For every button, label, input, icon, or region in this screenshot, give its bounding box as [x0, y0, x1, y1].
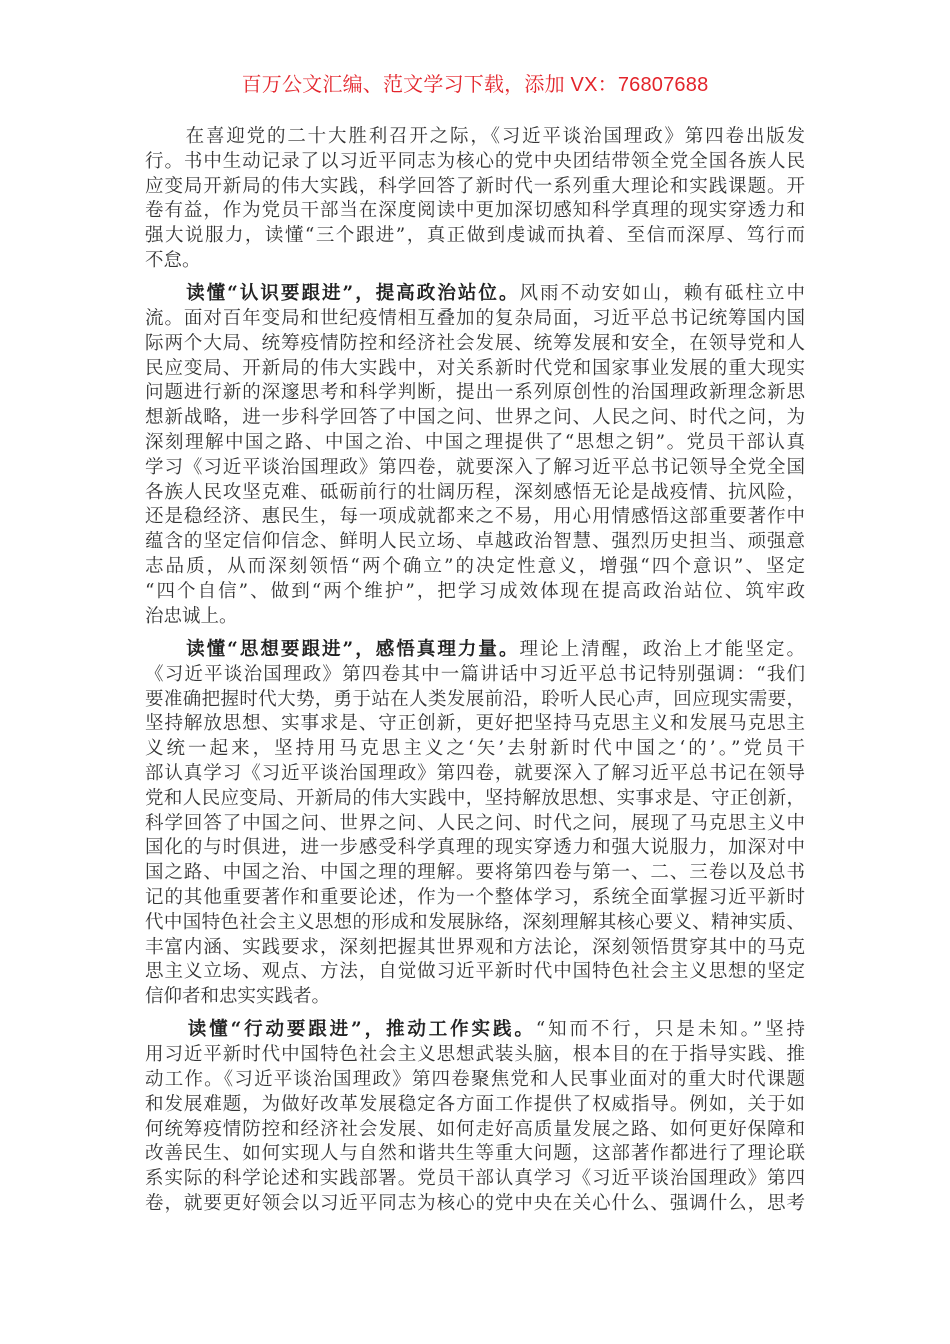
line-text: 问题进行新的深邃思考和科学判断，提出一系列原创性的治国理政新理念新思 [145, 382, 805, 404]
paragraph-heading: 读懂“认识要跟进”，提高政治站位。 [145, 283, 520, 305]
text-line [145, 1192, 805, 1217]
line-text: 代中国特色社会主义思想的形成和发展脉络，深刻理解其核心要义、精神实质、 [145, 911, 805, 933]
text-line [145, 1093, 805, 1118]
text-line [145, 199, 805, 224]
line-text: 用习近平新时代中国特色社会主义思想武装头脑，根本目的在于指导实践、推 [145, 1044, 805, 1066]
text-line [145, 812, 805, 837]
paragraph [145, 1018, 805, 1216]
text-line [145, 406, 805, 431]
line-text: 动工作。《习近平谈治国理政》第四卷聚焦党和人民事业面对的重大时代课题 [145, 1068, 805, 1090]
line-text: 要准确把握时代大势，勇于站在人类发展前沿，聆听人民心声，回应现实需要， [145, 688, 805, 710]
paragraph-heading: 读懂“思想要跟进”，感悟真理力量。 [145, 638, 520, 660]
line-text: 还是稳经济、惠民生，每一项成就都来之不易，用心用情感悟这部重要著作中 [145, 506, 805, 528]
text-line [145, 663, 805, 688]
text-line [145, 605, 805, 630]
line-text: 际两个大局、统筹疫情防控和经济社会发展、统筹发展和安全，在领导党和人 [145, 332, 805, 354]
text-line [145, 175, 805, 200]
line-text: 《习近平谈治国理政》第四卷其中一篇讲话中习近平总书记特别强调：“我们 [145, 663, 805, 685]
text-line [145, 960, 805, 985]
line-text: 和发展难题，为做好改革发展稳定各方面工作提供了权威指导。例如，关于如 [145, 1093, 805, 1115]
line-text: 志品质，从而深刻领悟“两个确立”的决定性意义，增强“四个意识”、坚定 [145, 556, 805, 578]
line-text: 部认真学习《习近平谈治国理政》第四卷，就要深入了解习近平总书记在领导 [145, 762, 805, 784]
text-line [145, 332, 805, 357]
text-line [145, 1018, 805, 1043]
text-line [145, 381, 805, 406]
line-text: 想新战略，进一步科学回答了中国之问、世界之问、人民之问、时代之问，为 [145, 407, 805, 429]
text-line [145, 1118, 805, 1143]
text-line [145, 638, 805, 663]
line-text: 蕴含的坚定信仰信念、鲜明人民立场、卓越政治智慧、强烈历史担当、顽强意 [145, 531, 805, 553]
text-line [145, 481, 805, 506]
text-line [145, 911, 805, 936]
text-line [145, 249, 805, 274]
text-line [145, 886, 805, 911]
line-text: 党和人民应变局、开新局的伟大实践中，坚持解放思想、实事求是、守正创新， [145, 787, 805, 809]
line-text: 卷有益，作为党员干部当在深度阅读中更加深切感知科学真理的现实穿透力和 [145, 200, 805, 222]
line-text: 学习《习近平谈治国理政》第四卷，就要深入了解习近平总书记领导全党全国 [145, 456, 805, 478]
document-body [145, 125, 805, 1225]
text-line [145, 555, 805, 580]
paragraph-heading: 读懂“行动要跟进”，推动工作实践。 [145, 1019, 536, 1041]
line-text: 强大说服力，读懂“三个跟进”，真正做到虔诚而执着、至信而深厚、笃行而 [145, 225, 805, 247]
paragraph [145, 282, 805, 629]
line-text: 各族人民攻坚克难、砥砺前行的壮阔历程，深刻感悟无论是战疫情、抗风险， [145, 481, 805, 503]
line-text: 信仰者和忠实实践者。 [145, 986, 331, 1008]
line-text: 风雨不动安如山，赖有砥柱立中 [519, 283, 805, 305]
line-text: 治忠诚上。 [145, 605, 238, 627]
line-text: 不怠。 [145, 249, 201, 271]
text-line [145, 1142, 805, 1167]
line-text: 科学回答了中国之问、世界之问、人民之问、时代之问，展现了马克思主义中 [145, 812, 805, 834]
line-text: 流。面对百年变局和世纪疫情相互叠加的复杂局面，习近平总书记统筹国内国 [145, 308, 805, 330]
text-line [145, 762, 805, 787]
text-line [145, 530, 805, 555]
text-line [145, 1068, 805, 1093]
line-text: 改善民生、如何实现人与自然和谐共生等重大问题，这部著作都进行了理论联 [145, 1143, 805, 1165]
line-text: 系实际的科学论述和实践部署。党员干部认真学习《习近平谈治国理政》第四 [145, 1168, 805, 1190]
line-text: 在喜迎党的二十大胜利召开之际，《习近平谈治国理政》第四卷出版发 [145, 126, 805, 147]
line-text: “四个自信”、做到“两个维护”，把学习成效体现在提高政治站位、筑牢政 [145, 580, 805, 602]
line-text: 深刻理解中国之路、中国之治、中国之理提供了“思想之钥”。党员干部认真 [145, 432, 805, 454]
text-line [145, 712, 805, 737]
text-line [145, 936, 805, 961]
text-line [145, 224, 805, 249]
text-line [145, 737, 805, 762]
line-text: 思主义立场、观点、方法，自觉做习近平新时代中国特色社会主义思想的坚定 [145, 961, 805, 983]
line-text: 坚持解放思想、实事求是、守正创新，更好把坚持马克思主义和发展马克思主 [145, 713, 805, 735]
text-line [145, 580, 805, 605]
text-line [145, 688, 805, 713]
text-line [145, 282, 805, 307]
paragraph [145, 638, 805, 1010]
text-line [145, 1167, 805, 1192]
text-line [145, 125, 805, 150]
text-line [145, 861, 805, 886]
text-line [145, 431, 805, 456]
line-text: 应变局开新局的伟大实践，科学回答了新时代一系列重大理论和实践课题。开 [145, 175, 805, 197]
text-line [145, 456, 805, 481]
text-line [145, 150, 805, 175]
watermark-header: 百万公文汇编、范文学习下载，添加 VX：76807688 [241, 74, 709, 96]
text-line [145, 1043, 805, 1068]
text-line [145, 357, 805, 382]
text-line [145, 985, 805, 1010]
text-line [145, 787, 805, 812]
line-text: 何统筹疫情防控和经济社会发展、如何走好高质量发展之路、如何更好保障和 [145, 1118, 805, 1140]
line-text: 卷，就要更好领会以习近平同志为核心的党中央在关心什么、强调什么，思考 [145, 1192, 805, 1214]
text-line [145, 505, 805, 530]
paragraph [145, 125, 805, 274]
line-text: 丰富内涵、实践要求，深刻把握其世界观和方法论，深刻领悟贯穿其中的马克 [145, 936, 805, 958]
text-line [145, 307, 805, 332]
line-text: 记的其他重要著作和重要论述，作为一个整体学习，系统全面掌握习近平新时 [145, 886, 805, 908]
line-text: 国之路、中国之治、中国之理的理解。要将第四卷与第一、二、三卷以及总书 [145, 862, 805, 884]
line-text: 行。书中生动记录了以习近平同志为核心的党中央团结带领全党全国各族人民 [145, 150, 805, 172]
line-text: 民应变局、开新局的伟大实践中，对关系新时代党和国家事业发展的重大现实 [145, 357, 805, 379]
line-text: “知而不行，只是未知。”坚持 [535, 1019, 805, 1041]
line-text: 国化的与时俱进，进一步感受科学真理的现实穿透力和强大说服力，加深对中 [145, 837, 805, 859]
text-line [145, 836, 805, 861]
line-text: 理论上清醒，政治上才能坚定。 [519, 638, 805, 660]
line-text: 义统一起来，坚持用马克思主义之‘矢’去射新时代中国之‘的’。”党员干 [145, 738, 805, 760]
